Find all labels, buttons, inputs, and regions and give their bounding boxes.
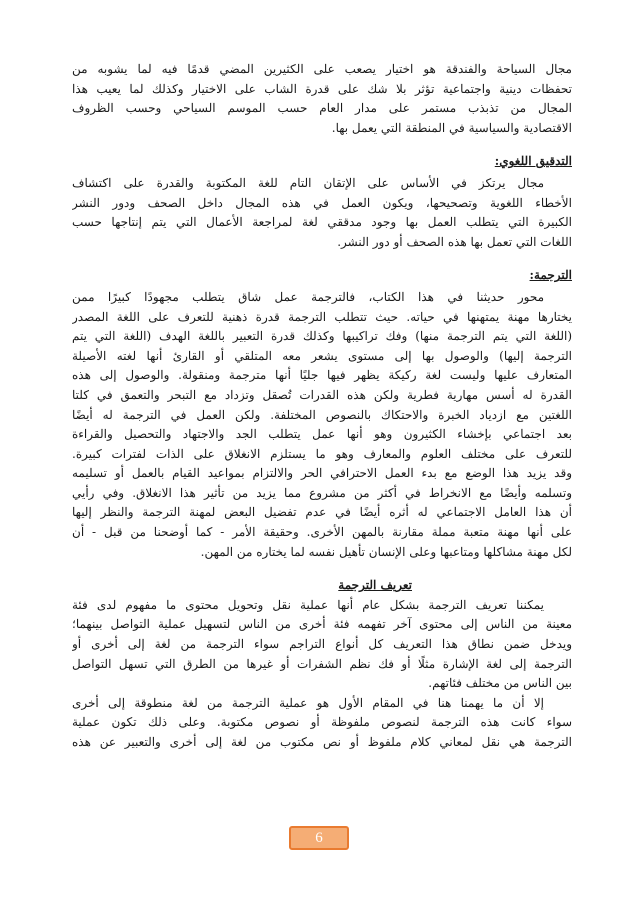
text-line: بعد اجتماعي بإخشاء الكثيرون وهو أنها عمل يتطلب الجد والاجتهاد والتحصيل والقراءة	[72, 427, 572, 442]
proofreading-section	[72, 152, 572, 252]
text-line: معينة من الناس إلى محتوى آخر تفهمه فئة أخرى من الناس لتسهيل عملية التواصل بينهما؛	[72, 617, 572, 632]
text-line: على أنها مهنة متعبة مملة مقارنة بالمهن الأخرى. وحقيقة الأمر - كما أوضحنا من قبل - أن	[72, 525, 572, 540]
section-heading: التدقيق اللغوي:	[494, 154, 572, 169]
text-line: الاقتصادية والسياسية في المنطقة التي يعمل بها.	[331, 120, 572, 135]
text-line: الكبيرة التي يتطلب العمل بها وجود مدققي لغة لمراجعة الأعمال التي يتم إنتاجها حسب	[72, 215, 572, 230]
text-line: ويدخل ضمن نطاق هذا التعريف كل أنواع التراجم سواء الترجمة من لغة إلى أخرى أو	[72, 637, 572, 652]
text-line: يختارها مهنة يمتهنها في حياته. حيث تتطلب الترجمة قدرة ذهنية للتعرف على اللغة المصدر	[72, 309, 572, 324]
text-line: يمكننا تعريف الترجمة بشكل عام أنها عملية نقل وتحويل محتوى ما مفهوم لدى فئة	[72, 597, 544, 612]
definition-section	[72, 576, 572, 752]
translation-section	[72, 266, 572, 562]
text-line: محور حديثنا في هذا الكتاب، فالترجمة عمل شاق يتطلب مجهودًا كبيرًا ممن	[72, 289, 544, 304]
text-line: سواء كانت هذه الترجمة لنصوص ملفوظة أو نصوص مكتوبة. وعلى ذلك تكون عملية	[72, 715, 572, 730]
text-line: الأخطاء اللغوية وتصحيحها، ويكون العمل في هذه المجال داخل الصحف ودور النشر	[72, 195, 572, 210]
text-line: وتسلمه وأيضًا مع الانخراط في أكثر من مشروع مما يزيد من تأثير هذا الانغلاق. وفي رأيي	[72, 485, 572, 500]
text-line: أن هذا العامل الاجتماعي له أثره أيضًا في عدم تفضيل البعض لمهنة الترجمة والنظر إليها	[72, 505, 572, 520]
text-line: القدرة له أسس مهارية فطرية ولكن هذه القدرات تُصقل وتزداد مع التبحر والتعمق في كلتا	[72, 387, 572, 402]
page-number-badge: 6	[289, 826, 349, 850]
text-line: اللغتين مع ازدياد الخبرة والاحتكاك بالنصوص المختلفة. ولكن العمل في الترجمة له أيضًا	[72, 407, 572, 422]
text-line: وقد يزيد هذا الوضع مع بدء العمل الاحترافي الحر والالتزام بمواعيد القيام بالعمل أو تسليمه	[72, 466, 572, 481]
text-line: الترجمة هي نقل لمعاني كلام ملفوظ أو نص مكتوب من لغة إلى أخرى والتعبير عن هذه	[72, 735, 572, 749]
text-line: المجال من تذبذب مستمر على مدار العام حسب الموسم السياحي وحسب الظروف	[72, 101, 572, 116]
section-heading: تعريف الترجمة	[338, 578, 412, 593]
text-line: للتعرف على مختلف العلوم والمعارف وهو ما يستلزم الانغلاق على الذات لفترات كبيرة.	[72, 446, 572, 461]
intro-paragraph	[72, 60, 572, 138]
text-line: بين الناس من مختلف فئاتهم.	[428, 676, 572, 691]
text-line: مجال السياحة والفندقة هو اختيار يصعب على الكثيرين المضي قدمًا فيه لما يشوبه من	[72, 62, 572, 76]
text-line: اللغات التي تعمل بها هذه الصحف أو دور النشر.	[337, 234, 572, 249]
text-line: (اللغة التي يتم الترجمة منها) وفك تراكيبها وكذلك قدرة التعبير باللغة الهدف (اللغة التي يتم	[72, 329, 572, 344]
text-line: تحفظات دينية واجتماعية تؤثر بلا شك على قدرة الشاب على الاختيار وكذلك لما يعيب هذا	[72, 81, 572, 96]
text-line: الترجمة إلى لغة الإشارة مثلًا أو فك نظم الشفرات أو غيرها من الطرق التي تسهل التواصل	[72, 656, 572, 671]
text-line: إلا أن ما يهمنا هنا في المقام الأول هو عملية الترجمة من لغة منطوقة إلى أخرى	[72, 695, 544, 710]
text-line: الترجمة إليها) والوصول بها إلى مستوى يشعر معه المتلقي أو القارئ أنها لغته الأصيلة	[72, 348, 572, 363]
section-heading: الترجمة:	[529, 268, 572, 283]
text-line: مجال يرتكز في الأساس على الإتقان التام للغة المكتوبة والقدرة على اكتشاف	[72, 175, 544, 190]
document-page	[72, 60, 572, 767]
text-line: لكل مهنة مشاكلها ومتاعبها وعلى الإنسان تأهيل نفسه لما يختاره من المهن.	[200, 544, 572, 559]
text-line: المتعارف عليها وليست لغة ركيكة يظهر فيها جليًا أنها مترجمة ومنقولة. والوصول إلى هذه	[72, 368, 572, 383]
